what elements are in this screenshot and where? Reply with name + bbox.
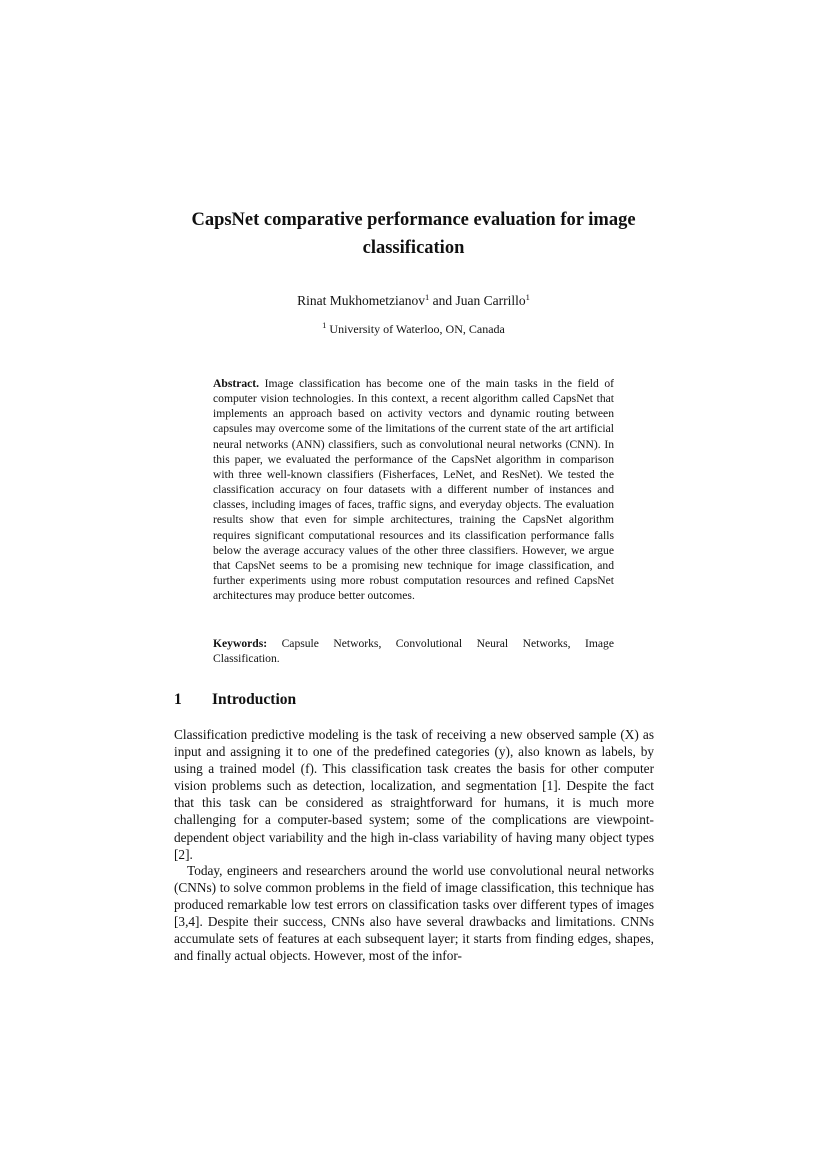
paper-title: CapsNet comparative performance evaluation for image classification [191,210,636,258]
author-name: Rinat Mukhometzianov [297,293,425,308]
author-list [160,289,667,309]
abstract-text: Image classification has become one of the main tasks in the field of computer vision technologies. In this context, a recent algorithm called CapsNet that implements an approach based on activity vectors and dynamic routing between capsules may overcome some of the limitations of the current state of the art artificial neural networks (ANN) classifiers, such as convolutional neural networks (CNN). In this paper, we evaluated the performance of the CapsNet algorithm in comparison with three well-known classifiers (Fisherfaces, LeNet, and ResNet). We tested the classification accuracy on four datasets with a different number of instances and classes, including images of faces, traffic signs, and everyday objects. The evaluation results show that even for simple architectures, training the CapsNet algorithm requires significant computational resources and its classification performance falls below the average accuracy values of the other three classifiers. However, we argue that CapsNet seems to be a promising new technique for image classification, and further experiments using more robust computation resources and refined CapsNet architectures may produce better outcomes. [213,377,614,603]
paragraph: Classification predictive modeling is the task of receiving a new observed sample (X) as input and assigning it to one of the predefined categories (y), also known as labels, by using a trained model (f). This classification task creates the basis for other computer vision problems such as detection, localization, and segmentation [1]. Despite the fact that this task can be considered as straightforward for humans, it is much more challenging for a computer-based system; some of the complications are viewpoint-dependent object variability and the high in-class variability of having many object types [2]. [174,727,654,862]
affiliation-marker: 1 [322,320,327,330]
affiliation-text: University of Waterloo, ON, Canada [326,322,505,336]
abstract [213,376,614,603]
abstract-label: Abstract. [213,377,260,390]
section-title: Introduction [212,691,297,708]
author-name: Juan Carrillo [455,293,526,308]
section-number: 1 [174,691,182,708]
affiliation-marker: 1 [525,292,530,302]
paragraph: Today, engineers and researchers around the world use convolutional neural networks (CNNs) to solve common problems in the field of image classification, this technique has produced remarkable low test errors on classification tasks over different types of images [3,4]. Despite their success, CNNs also have several drawbacks and limitations. CNNs accumulate sets of features at each subsequent layer; it starts from finding edges, shapes, and finally actual objects. However, most of the infor- [174,863,654,964]
author-connector: and [429,293,456,308]
section-heading [174,690,654,710]
keywords-label: Keywords: [213,637,268,650]
keywords [213,636,614,666]
affiliation-marker: 1 [424,292,430,302]
affiliation [160,318,667,336]
keywords-text: Capsule Networks, Convolutional Neural Networks, Image Classification. [213,637,614,666]
